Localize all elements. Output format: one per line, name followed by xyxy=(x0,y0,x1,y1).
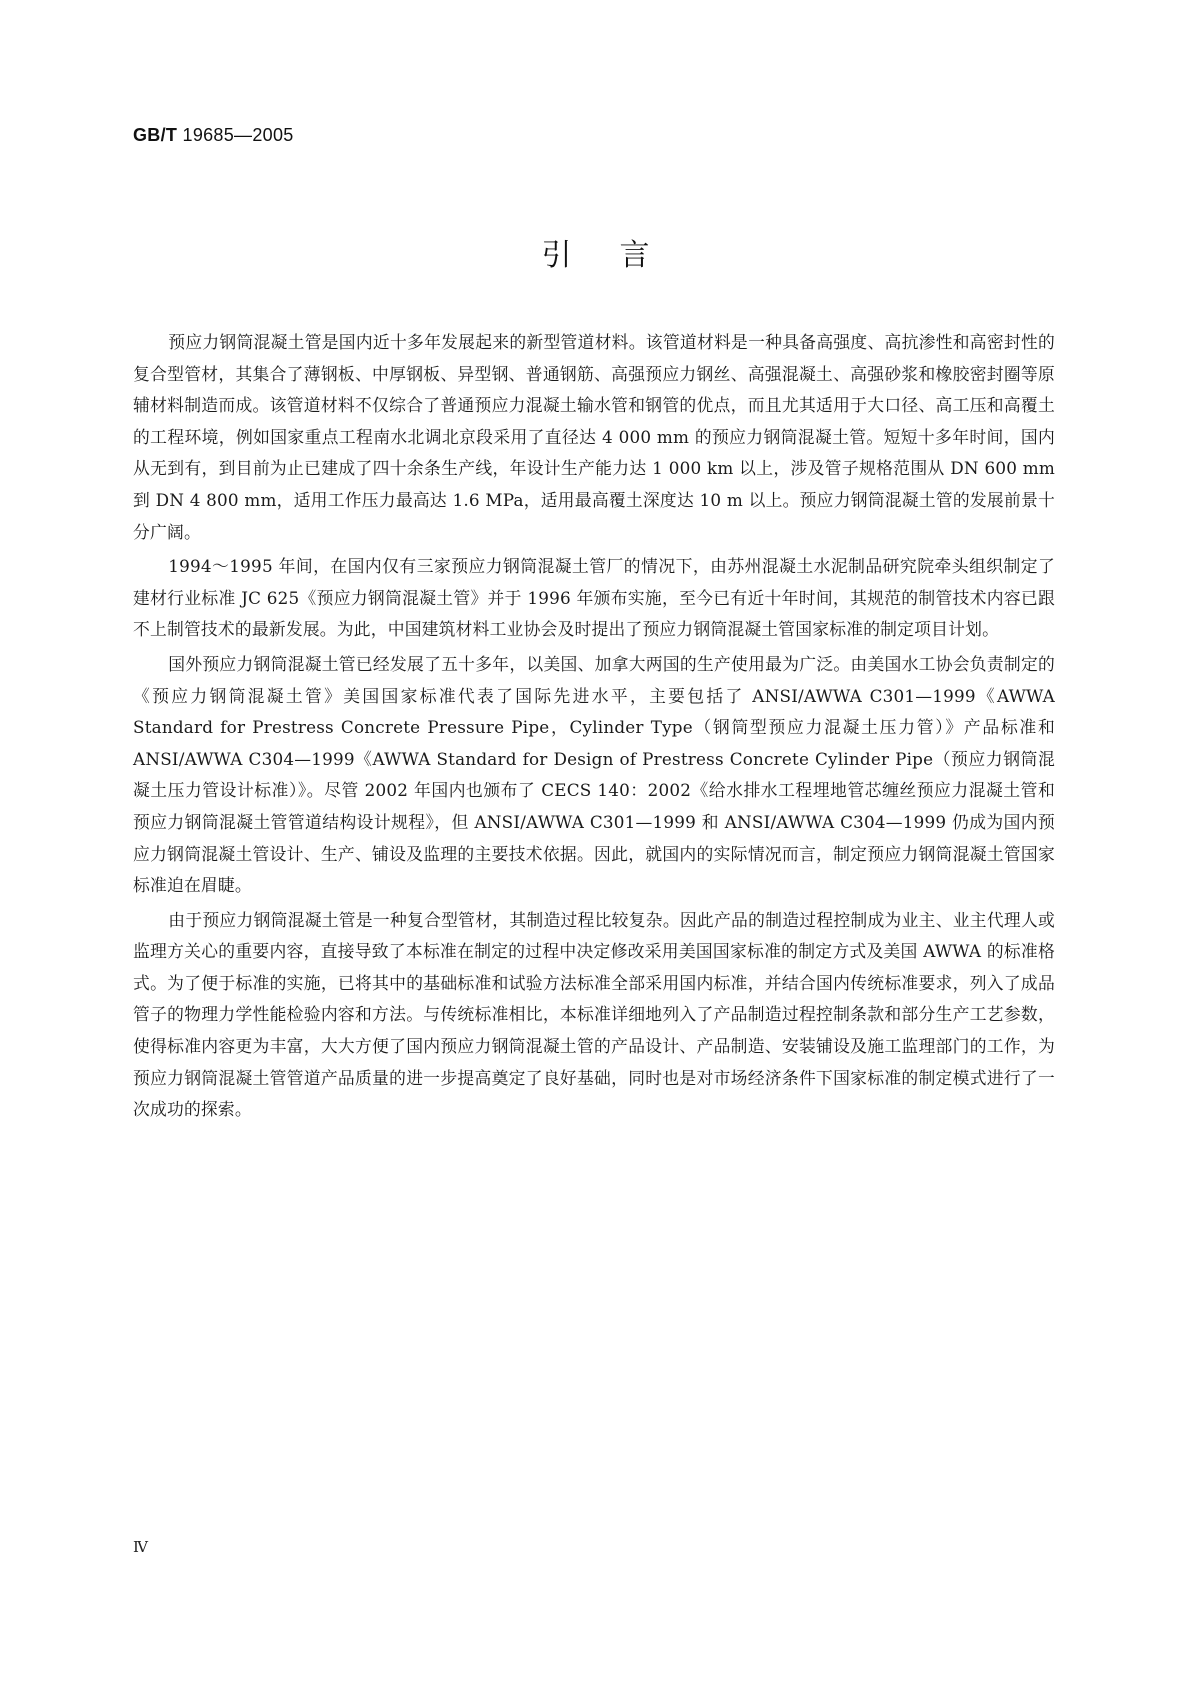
page-number: Ⅳ xyxy=(133,1538,148,1556)
standard-code: 19685—2005 xyxy=(177,125,294,145)
page-title: 引言 xyxy=(541,238,698,273)
paragraph-2: 1994～1995 年间，在国内仅有三家预应力钢筒混凝土管厂的情况下，由苏州混凝土水泥制品研究院牵头组织制定了建材行业标准 JC 625《预应力钢筒混凝土管》并于 1996 年颁布实施，至今已有近十年时间，其规范的制管技术内容已跟不上制管技术的最新发展。为此，中国建筑材料工业协会及时提出了预应力钢筒混凝土管国家标准的制定项目计划。 xyxy=(133,556,1055,640)
standard-number xyxy=(133,125,294,146)
paragraph-1: 预应力钢筒混凝土管是国内近十多年发展起来的新型管道材料。该管道材料是一种具备高强度、高抗渗性和高密封性的复合型管材，其集合了薄钢板、中厚钢板、异型钢、普通钢筋、高强预应力钢丝、高强混凝土、高强砂浆和橡胶密封圈等原辅材料制造而成。该管道材料不仅综合了普通预应力混凝土输水管和钢管的优点，而且尤其适用于大口径、高工压和高覆土的工程环境，例如国家重点工程南水北调北京段采用了直径达 4 000 mm 的预应力钢筒混凝土管。短短十多年时间，国内从无到有，到目前为止已建成了四十余条生产线，年设计生产能力达 1 000 km 以上，涉及管子规格范围从 DN 600 mm 到 DN 4 800 mm，适用工作压力最高达 1.6 MPa，适用最高覆土深度达 10 m 以上。预应力钢筒混凝土管的发展前景十分广阔。 xyxy=(133,332,1055,542)
document-body xyxy=(133,327,1055,1129)
paragraph-4: 由于预应力钢筒混凝土管是一种复合型管材，其制造过程比较复杂。因此产品的制造过程控制成为业主、业主代理人或监理方关心的重要内容，直接导致了本标准在制定的过程中决定修改采用美国国家标准的制定方式及美国 AWWA 的标准格式。为了便于标准的实施，已将其中的基础标准和试验方法标准全部采用国内标准，并结合国内传统标准要求，列入了成品管子的物理力学性能检验内容和方法。与传统标准相比，本标准详细地列入了产品制造过程控制条款和部分生产工艺参数，使得标准内容更为丰富，大大方便了国内预应力钢筒混凝土管的产品设计、产品制造、安装铺设及施工监理部门的工作，为预应力钢筒混凝土管管道产品质量的进一步提高奠定了良好基础，同时也是对市场经济条件下国家标准的制定模式进行了一次成功的探索。 xyxy=(133,909,1055,1120)
standard-prefix: GB/T xyxy=(133,125,178,145)
paragraph-3: 国外预应力钢筒混凝土管已经发展了五十多年，以美国、加拿大两国的生产使用最为广泛。由美国水工协会负责制定的《预应力钢筒混凝土管》美国国家标准代表了国际先进水平，主要包括了 ANSI/AWWA C301—1999《AWWA Standard for Prestress Concrete Pressure Pipe，Cylinder Type（钢筒型预应力混凝土压力管）》产品标准和 ANSI/AWWA C304—1999《AWWA Standard for Design of Prestress Concrete Cylinder Pipe（预应力钢筒混凝土压力管设计标准）》。尽管 2002 年国内也颁布了 CECS 140：2002《给水排水工程埋地管芯缠丝预应力混凝土管和预应力钢筒混凝土管管道结构设计规程》，但 ANSI/AWWA C301—1999 和 ANSI/AWWA C304—1999 仍成为国内预应力钢筒混凝土管设计、生产、铺设及监理的主要技术依据。因此，就国内的实际情况而言，制定预应力钢筒混凝土管国家标准迫在眉睫。 xyxy=(133,653,1055,896)
